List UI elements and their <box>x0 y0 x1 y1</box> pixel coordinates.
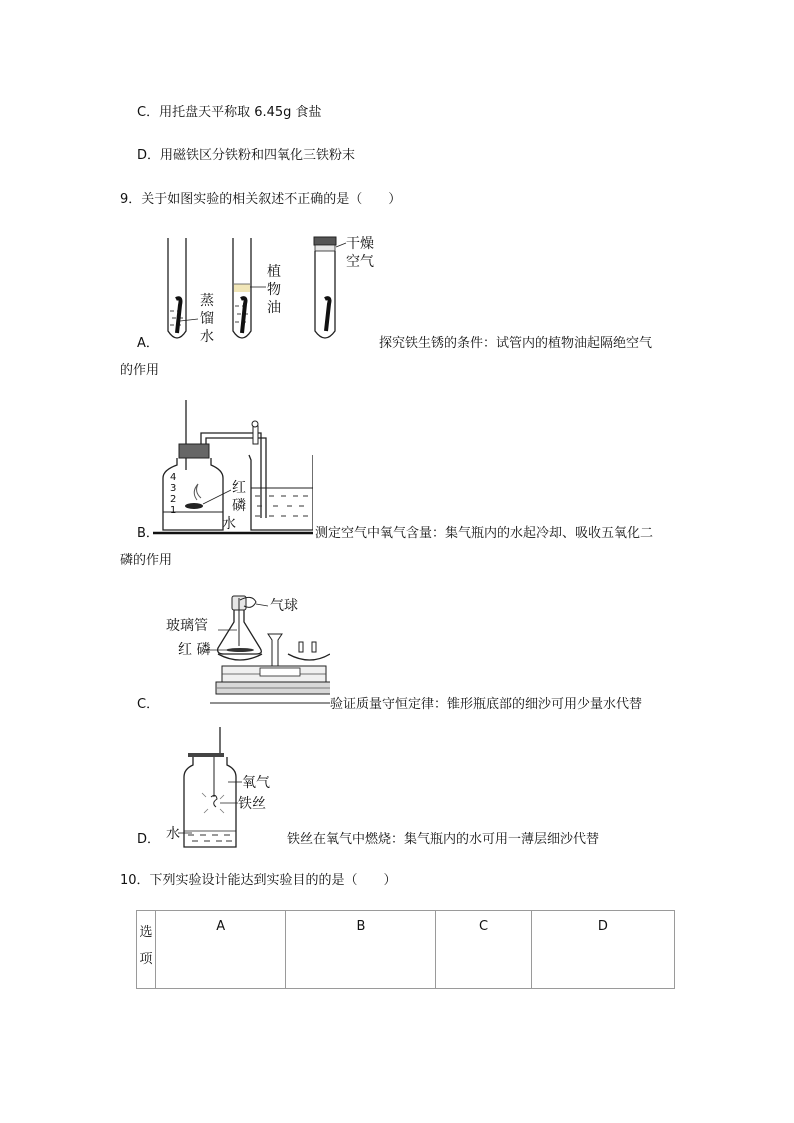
q9-b-figure <box>153 400 313 540</box>
mark-2: 2 <box>170 494 177 505</box>
q8-option-c: C．用托盘天平称取 6.45g 食盐 <box>137 105 322 120</box>
q9-b-desc: 测定空气中氧气含量：集气瓶内的水起冷却、吸收五氧化二 <box>315 526 654 541</box>
q9-b-desc-cont: 磷的作用 <box>120 553 173 568</box>
mark-4: 4 <box>170 472 177 483</box>
label-hong: 红 <box>232 480 246 496</box>
label-wu: 物 <box>267 282 281 298</box>
label-shui: 水 <box>200 329 214 345</box>
q9-d-letter: D． <box>137 832 161 847</box>
q10-stem: 10．下列实验设计能达到实验目的的是（ ） <box>120 873 397 888</box>
label-lin: 磷 <box>232 498 246 514</box>
q9-c-figure <box>160 590 330 710</box>
table-head-cell: 选 项 <box>137 911 156 989</box>
q9-d-desc: 铁丝在氧气中燃烧：集气瓶内的水可用一薄层细沙代替 <box>287 832 600 847</box>
mark-1: 1 <box>170 505 177 516</box>
q8-option-d: D．用磁铁区分铁粉和四氧化三铁粉末 <box>137 148 356 163</box>
q10-options-table <box>136 910 675 989</box>
label-glass-tube: 玻璃管 <box>166 618 208 634</box>
label-water: 水 <box>222 516 236 532</box>
label-liu: 馏 <box>200 311 214 327</box>
q9-b-letter: B． <box>137 526 159 541</box>
label-balloon: 气球 <box>270 598 298 614</box>
label-water: 水 <box>166 826 180 842</box>
label-air: 空气 <box>346 254 374 270</box>
q9-a-letter: A． <box>137 336 159 351</box>
label-dry: 干燥 <box>346 236 374 252</box>
table-col-b: B <box>286 911 436 989</box>
mark-3: 3 <box>170 483 177 494</box>
table-col-a: A <box>155 911 286 989</box>
label-wire: 铁丝 <box>238 796 266 812</box>
q9-c-letter: C． <box>137 697 160 712</box>
q9-d-figure <box>158 727 278 852</box>
table-col-c: C <box>436 911 531 989</box>
label-oxygen: 氧气 <box>242 775 270 791</box>
label-zheng: 蒸 <box>200 293 214 309</box>
label-phosphorus: 红 磷 <box>178 642 211 658</box>
q9-a-desc: 探究铁生锈的条件：试管内的植物油起隔绝空气 <box>379 336 653 351</box>
label-you: 油 <box>267 300 281 316</box>
q9-c-desc: 验证质量守恒定律：锥形瓶底部的细沙可用少量水代替 <box>330 697 643 712</box>
q9-a-desc-cont: 的作用 <box>120 363 160 378</box>
q9-stem: 9．关于如图实验的相关叙述不正确的是（ ） <box>120 192 402 207</box>
label-zhi: 植 <box>267 264 281 280</box>
table-col-d: D <box>531 911 674 989</box>
